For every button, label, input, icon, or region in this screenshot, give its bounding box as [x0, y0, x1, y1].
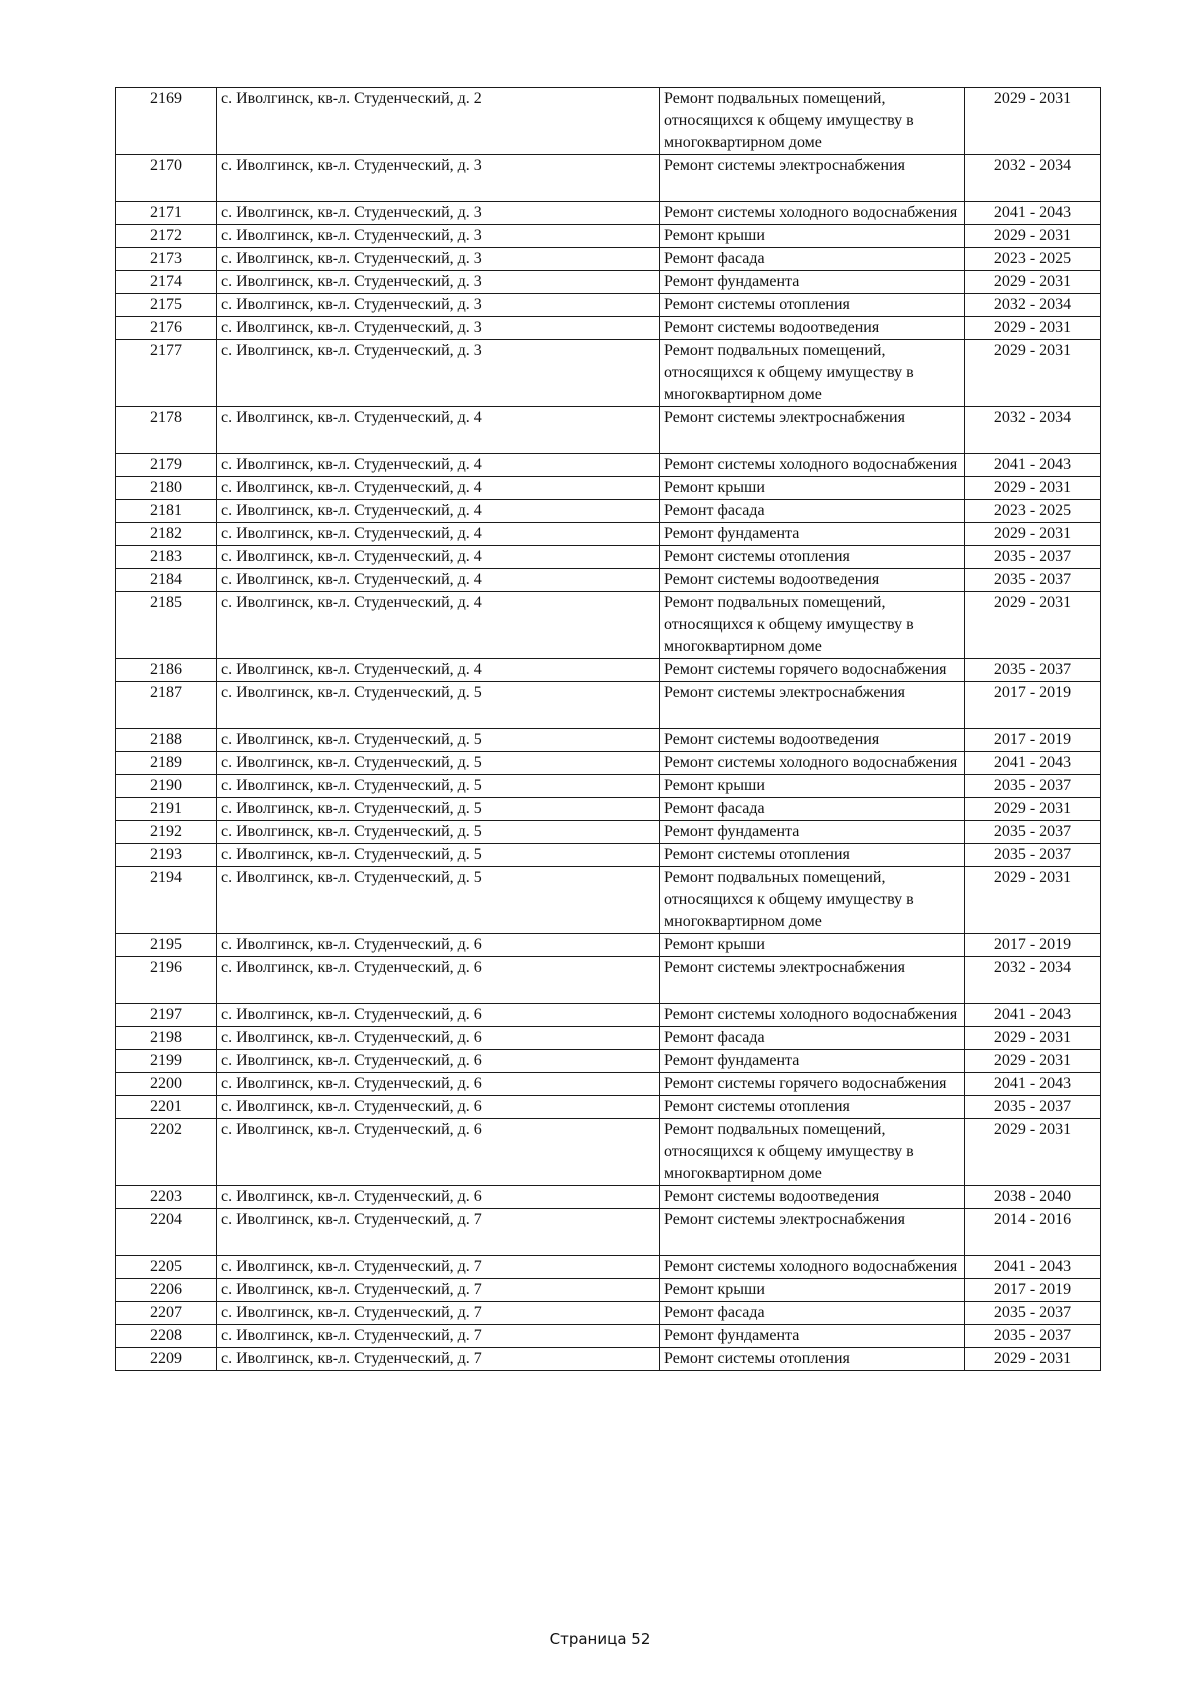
table-row	[116, 844, 1101, 867]
row-period: 2035 - 2037	[965, 659, 1101, 682]
table-row	[116, 1279, 1101, 1302]
table-row	[116, 340, 1101, 407]
table-row	[116, 88, 1101, 155]
row-number: 2201	[116, 1096, 217, 1119]
table-row	[116, 294, 1101, 317]
row-address: с. Иволгинск, кв-л. Студенческий, д. 5	[217, 844, 660, 867]
row-number: 2173	[116, 248, 217, 271]
table-row	[116, 752, 1101, 775]
table-row	[116, 500, 1101, 523]
table-row	[116, 155, 1101, 202]
row-number: 2197	[116, 1004, 217, 1027]
row-period: 2035 - 2037	[965, 821, 1101, 844]
row-period: 2017 - 2019	[965, 729, 1101, 752]
row-work-type: Ремонт фундамента	[660, 523, 965, 546]
row-work-type: Ремонт системы электроснабжения	[660, 407, 965, 454]
table-row	[116, 317, 1101, 340]
row-number: 2189	[116, 752, 217, 775]
row-work-type: Ремонт крыши	[660, 1279, 965, 1302]
row-number: 2171	[116, 202, 217, 225]
row-work-type: Ремонт системы водоотведения	[660, 729, 965, 752]
row-address: с. Иволгинск, кв-л. Студенческий, д. 3	[217, 248, 660, 271]
table-row	[116, 682, 1101, 729]
table-row	[116, 569, 1101, 592]
table-row	[116, 1119, 1101, 1186]
row-address: с. Иволгинск, кв-л. Студенческий, д. 7	[217, 1279, 660, 1302]
table-row	[116, 1004, 1101, 1027]
row-address: с. Иволгинск, кв-л. Студенческий, д. 7	[217, 1302, 660, 1325]
row-number: 2205	[116, 1256, 217, 1279]
row-number: 2199	[116, 1050, 217, 1073]
row-period: 2032 - 2034	[965, 155, 1101, 202]
page-number: Страница 52	[549, 1630, 651, 1648]
row-work-type: Ремонт фасада	[660, 500, 965, 523]
row-number: 2190	[116, 775, 217, 798]
row-period: 2041 - 2043	[965, 1256, 1101, 1279]
table-row	[116, 867, 1101, 934]
row-number: 2187	[116, 682, 217, 729]
row-work-type: Ремонт системы горячего водоснабжения	[660, 1073, 965, 1096]
table-row	[116, 202, 1101, 225]
table-row	[116, 729, 1101, 752]
row-period: 2032 - 2034	[965, 407, 1101, 454]
row-address: с. Иволгинск, кв-л. Студенческий, д. 6	[217, 1096, 660, 1119]
row-period: 2023 - 2025	[965, 500, 1101, 523]
row-work-type: Ремонт крыши	[660, 775, 965, 798]
row-address: с. Иволгинск, кв-л. Студенческий, д. 6	[217, 1004, 660, 1027]
row-work-type: Ремонт подвальных помещений, относящихся к общему имуществу в многоквартирном доме	[660, 88, 965, 155]
row-period: 2029 - 2031	[965, 271, 1101, 294]
row-work-type: Ремонт крыши	[660, 225, 965, 248]
row-number: 2186	[116, 659, 217, 682]
table-body	[116, 88, 1101, 1371]
table-row	[116, 798, 1101, 821]
row-period: 2014 - 2016	[965, 1209, 1101, 1256]
row-work-type: Ремонт системы электроснабжения	[660, 1209, 965, 1256]
row-number: 2177	[116, 340, 217, 407]
row-number: 2185	[116, 592, 217, 659]
row-work-type: Ремонт системы отопления	[660, 844, 965, 867]
row-number: 2202	[116, 1119, 217, 1186]
row-address: с. Иволгинск, кв-л. Студенческий, д. 5	[217, 867, 660, 934]
table-row	[116, 225, 1101, 248]
table-row	[116, 1209, 1101, 1256]
row-address: с. Иволгинск, кв-л. Студенческий, д. 3	[217, 294, 660, 317]
row-work-type: Ремонт системы холодного водоснабжения	[660, 1256, 965, 1279]
row-period: 2032 - 2034	[965, 957, 1101, 1004]
table-row	[116, 592, 1101, 659]
row-period: 2029 - 2031	[965, 1119, 1101, 1186]
row-period: 2041 - 2043	[965, 202, 1101, 225]
row-period: 2029 - 2031	[965, 592, 1101, 659]
row-address: с. Иволгинск, кв-л. Студенческий, д. 4	[217, 569, 660, 592]
row-number: 2198	[116, 1027, 217, 1050]
table-row	[116, 775, 1101, 798]
table-row	[116, 1096, 1101, 1119]
table-row	[116, 271, 1101, 294]
row-period: 2029 - 2031	[965, 1027, 1101, 1050]
row-work-type: Ремонт системы электроснабжения	[660, 155, 965, 202]
table-row	[116, 1325, 1101, 1348]
row-address: с. Иволгинск, кв-л. Студенческий, д. 5	[217, 821, 660, 844]
row-address: с. Иволгинск, кв-л. Студенческий, д. 4	[217, 546, 660, 569]
table-row	[116, 407, 1101, 454]
row-number: 2169	[116, 88, 217, 155]
row-address: с. Иволгинск, кв-л. Студенческий, д. 5	[217, 682, 660, 729]
table-row	[116, 523, 1101, 546]
row-period: 2023 - 2025	[965, 248, 1101, 271]
row-number: 2183	[116, 546, 217, 569]
row-period: 2017 - 2019	[965, 682, 1101, 729]
row-work-type: Ремонт фундамента	[660, 271, 965, 294]
table-row	[116, 248, 1101, 271]
table-row	[116, 1027, 1101, 1050]
row-work-type: Ремонт системы водоотведения	[660, 317, 965, 340]
table-row	[116, 659, 1101, 682]
row-work-type: Ремонт системы холодного водоснабжения	[660, 752, 965, 775]
row-address: с. Иволгинск, кв-л. Студенческий, д. 4	[217, 477, 660, 500]
row-number: 2181	[116, 500, 217, 523]
row-work-type: Ремонт фундамента	[660, 1325, 965, 1348]
row-number: 2209	[116, 1348, 217, 1371]
row-number: 2178	[116, 407, 217, 454]
row-period: 2032 - 2034	[965, 294, 1101, 317]
row-number: 2180	[116, 477, 217, 500]
row-address: с. Иволгинск, кв-л. Студенческий, д. 6	[217, 1027, 660, 1050]
row-work-type: Ремонт системы холодного водоснабжения	[660, 202, 965, 225]
row-period: 2035 - 2037	[965, 569, 1101, 592]
table-row	[116, 934, 1101, 957]
row-period: 2029 - 2031	[965, 340, 1101, 407]
row-address: с. Иволгинск, кв-л. Студенческий, д. 5	[217, 729, 660, 752]
row-address: с. Иволгинск, кв-л. Студенческий, д. 3	[217, 202, 660, 225]
row-address: с. Иволгинск, кв-л. Студенческий, д. 7	[217, 1256, 660, 1279]
row-address: с. Иволгинск, кв-л. Студенческий, д. 4	[217, 500, 660, 523]
row-address: с. Иволгинск, кв-л. Студенческий, д. 7	[217, 1348, 660, 1371]
row-work-type: Ремонт системы электроснабжения	[660, 957, 965, 1004]
row-period: 2035 - 2037	[965, 546, 1101, 569]
row-number: 2172	[116, 225, 217, 248]
row-period: 2029 - 2031	[965, 523, 1101, 546]
row-period: 2038 - 2040	[965, 1186, 1101, 1209]
row-work-type: Ремонт системы водоотведения	[660, 569, 965, 592]
row-work-type: Ремонт системы холодного водоснабжения	[660, 454, 965, 477]
row-number: 2175	[116, 294, 217, 317]
row-number: 2182	[116, 523, 217, 546]
row-work-type: Ремонт подвальных помещений, относящихся к общему имуществу в многоквартирном доме	[660, 867, 965, 934]
row-address: с. Иволгинск, кв-л. Студенческий, д. 6	[217, 1119, 660, 1186]
row-number: 2208	[116, 1325, 217, 1348]
row-number: 2206	[116, 1279, 217, 1302]
row-period: 2029 - 2031	[965, 867, 1101, 934]
table-row	[116, 957, 1101, 1004]
row-work-type: Ремонт фасада	[660, 1027, 965, 1050]
row-address: с. Иволгинск, кв-л. Студенческий, д. 6	[217, 1186, 660, 1209]
row-address: с. Иволгинск, кв-л. Студенческий, д. 3	[217, 340, 660, 407]
row-number: 2195	[116, 934, 217, 957]
row-work-type: Ремонт подвальных помещений, относящихся к общему имуществу в многоквартирном доме	[660, 592, 965, 659]
row-period: 2041 - 2043	[965, 1073, 1101, 1096]
row-address: с. Иволгинск, кв-л. Студенческий, д. 7	[217, 1209, 660, 1256]
row-address: с. Иволгинск, кв-л. Студенческий, д. 4	[217, 659, 660, 682]
row-work-type: Ремонт системы холодного водоснабжения	[660, 1004, 965, 1027]
row-work-type: Ремонт подвальных помещений, относящихся к общему имуществу в многоквартирном доме	[660, 1119, 965, 1186]
row-work-type: Ремонт фасада	[660, 1302, 965, 1325]
row-work-type: Ремонт системы отопления	[660, 294, 965, 317]
row-work-type: Ремонт крыши	[660, 934, 965, 957]
row-number: 2200	[116, 1073, 217, 1096]
row-address: с. Иволгинск, кв-л. Студенческий, д. 3	[217, 271, 660, 294]
row-address: с. Иволгинск, кв-л. Студенческий, д. 4	[217, 407, 660, 454]
row-address: с. Иволгинск, кв-л. Студенческий, д. 2	[217, 88, 660, 155]
row-address: с. Иволгинск, кв-л. Студенческий, д. 3	[217, 317, 660, 340]
row-period: 2029 - 2031	[965, 477, 1101, 500]
row-period: 2029 - 2031	[965, 1050, 1101, 1073]
table-row	[116, 1302, 1101, 1325]
row-address: с. Иволгинск, кв-л. Студенческий, д. 4	[217, 523, 660, 546]
row-work-type: Ремонт подвальных помещений, относящихся к общему имуществу в многоквартирном доме	[660, 340, 965, 407]
row-address: с. Иволгинск, кв-л. Студенческий, д. 7	[217, 1325, 660, 1348]
row-work-type: Ремонт системы отопления	[660, 1096, 965, 1119]
row-period: 2041 - 2043	[965, 752, 1101, 775]
row-address: с. Иволгинск, кв-л. Студенческий, д. 6	[217, 1073, 660, 1096]
row-address: с. Иволгинск, кв-л. Студенческий, д. 4	[217, 454, 660, 477]
row-address: с. Иволгинск, кв-л. Студенческий, д. 3	[217, 225, 660, 248]
row-work-type: Ремонт фундамента	[660, 1050, 965, 1073]
table-row	[116, 1348, 1101, 1371]
row-period: 2035 - 2037	[965, 775, 1101, 798]
row-number: 2207	[116, 1302, 217, 1325]
table-row	[116, 546, 1101, 569]
row-number: 2176	[116, 317, 217, 340]
table-row	[116, 1073, 1101, 1096]
row-address: с. Иволгинск, кв-л. Студенческий, д. 3	[217, 155, 660, 202]
repair-schedule-table	[115, 87, 1101, 1371]
row-work-type: Ремонт системы горячего водоснабжения	[660, 659, 965, 682]
row-period: 2017 - 2019	[965, 1279, 1101, 1302]
row-address: с. Иволгинск, кв-л. Студенческий, д. 6	[217, 934, 660, 957]
row-number: 2196	[116, 957, 217, 1004]
row-number: 2179	[116, 454, 217, 477]
row-number: 2193	[116, 844, 217, 867]
row-period: 2029 - 2031	[965, 225, 1101, 248]
row-address: с. Иволгинск, кв-л. Студенческий, д. 5	[217, 775, 660, 798]
row-period: 2017 - 2019	[965, 934, 1101, 957]
row-number: 2194	[116, 867, 217, 934]
row-period: 2035 - 2037	[965, 1325, 1101, 1348]
row-address: с. Иволгинск, кв-л. Студенческий, д. 5	[217, 798, 660, 821]
row-period: 2041 - 2043	[965, 1004, 1101, 1027]
row-number: 2174	[116, 271, 217, 294]
row-work-type: Ремонт фасада	[660, 248, 965, 271]
row-address: с. Иволгинск, кв-л. Студенческий, д. 5	[217, 752, 660, 775]
table-row	[116, 477, 1101, 500]
row-work-type: Ремонт системы отопления	[660, 546, 965, 569]
row-number: 2188	[116, 729, 217, 752]
table-row	[116, 1256, 1101, 1279]
row-period: 2029 - 2031	[965, 798, 1101, 821]
row-number: 2203	[116, 1186, 217, 1209]
row-address: с. Иволгинск, кв-л. Студенческий, д. 6	[217, 1050, 660, 1073]
row-period: 2035 - 2037	[965, 1096, 1101, 1119]
row-work-type: Ремонт фундамента	[660, 821, 965, 844]
row-period: 2041 - 2043	[965, 454, 1101, 477]
row-period: 2029 - 2031	[965, 317, 1101, 340]
row-period: 2029 - 2031	[965, 1348, 1101, 1371]
table-row	[116, 1186, 1101, 1209]
row-work-type: Ремонт фасада	[660, 798, 965, 821]
row-number: 2191	[116, 798, 217, 821]
row-number: 2204	[116, 1209, 217, 1256]
row-period: 2035 - 2037	[965, 844, 1101, 867]
row-period: 2035 - 2037	[965, 1302, 1101, 1325]
row-address: с. Иволгинск, кв-л. Студенческий, д. 6	[217, 957, 660, 1004]
row-work-type: Ремонт системы электроснабжения	[660, 682, 965, 729]
table-row	[116, 1050, 1101, 1073]
row-number: 2184	[116, 569, 217, 592]
row-number: 2170	[116, 155, 217, 202]
row-work-type: Ремонт крыши	[660, 477, 965, 500]
table-row	[116, 821, 1101, 844]
row-period: 2029 - 2031	[965, 88, 1101, 155]
row-work-type: Ремонт системы отопления	[660, 1348, 965, 1371]
table-row	[116, 454, 1101, 477]
row-work-type: Ремонт системы водоотведения	[660, 1186, 965, 1209]
row-address: с. Иволгинск, кв-л. Студенческий, д. 4	[217, 592, 660, 659]
row-number: 2192	[116, 821, 217, 844]
